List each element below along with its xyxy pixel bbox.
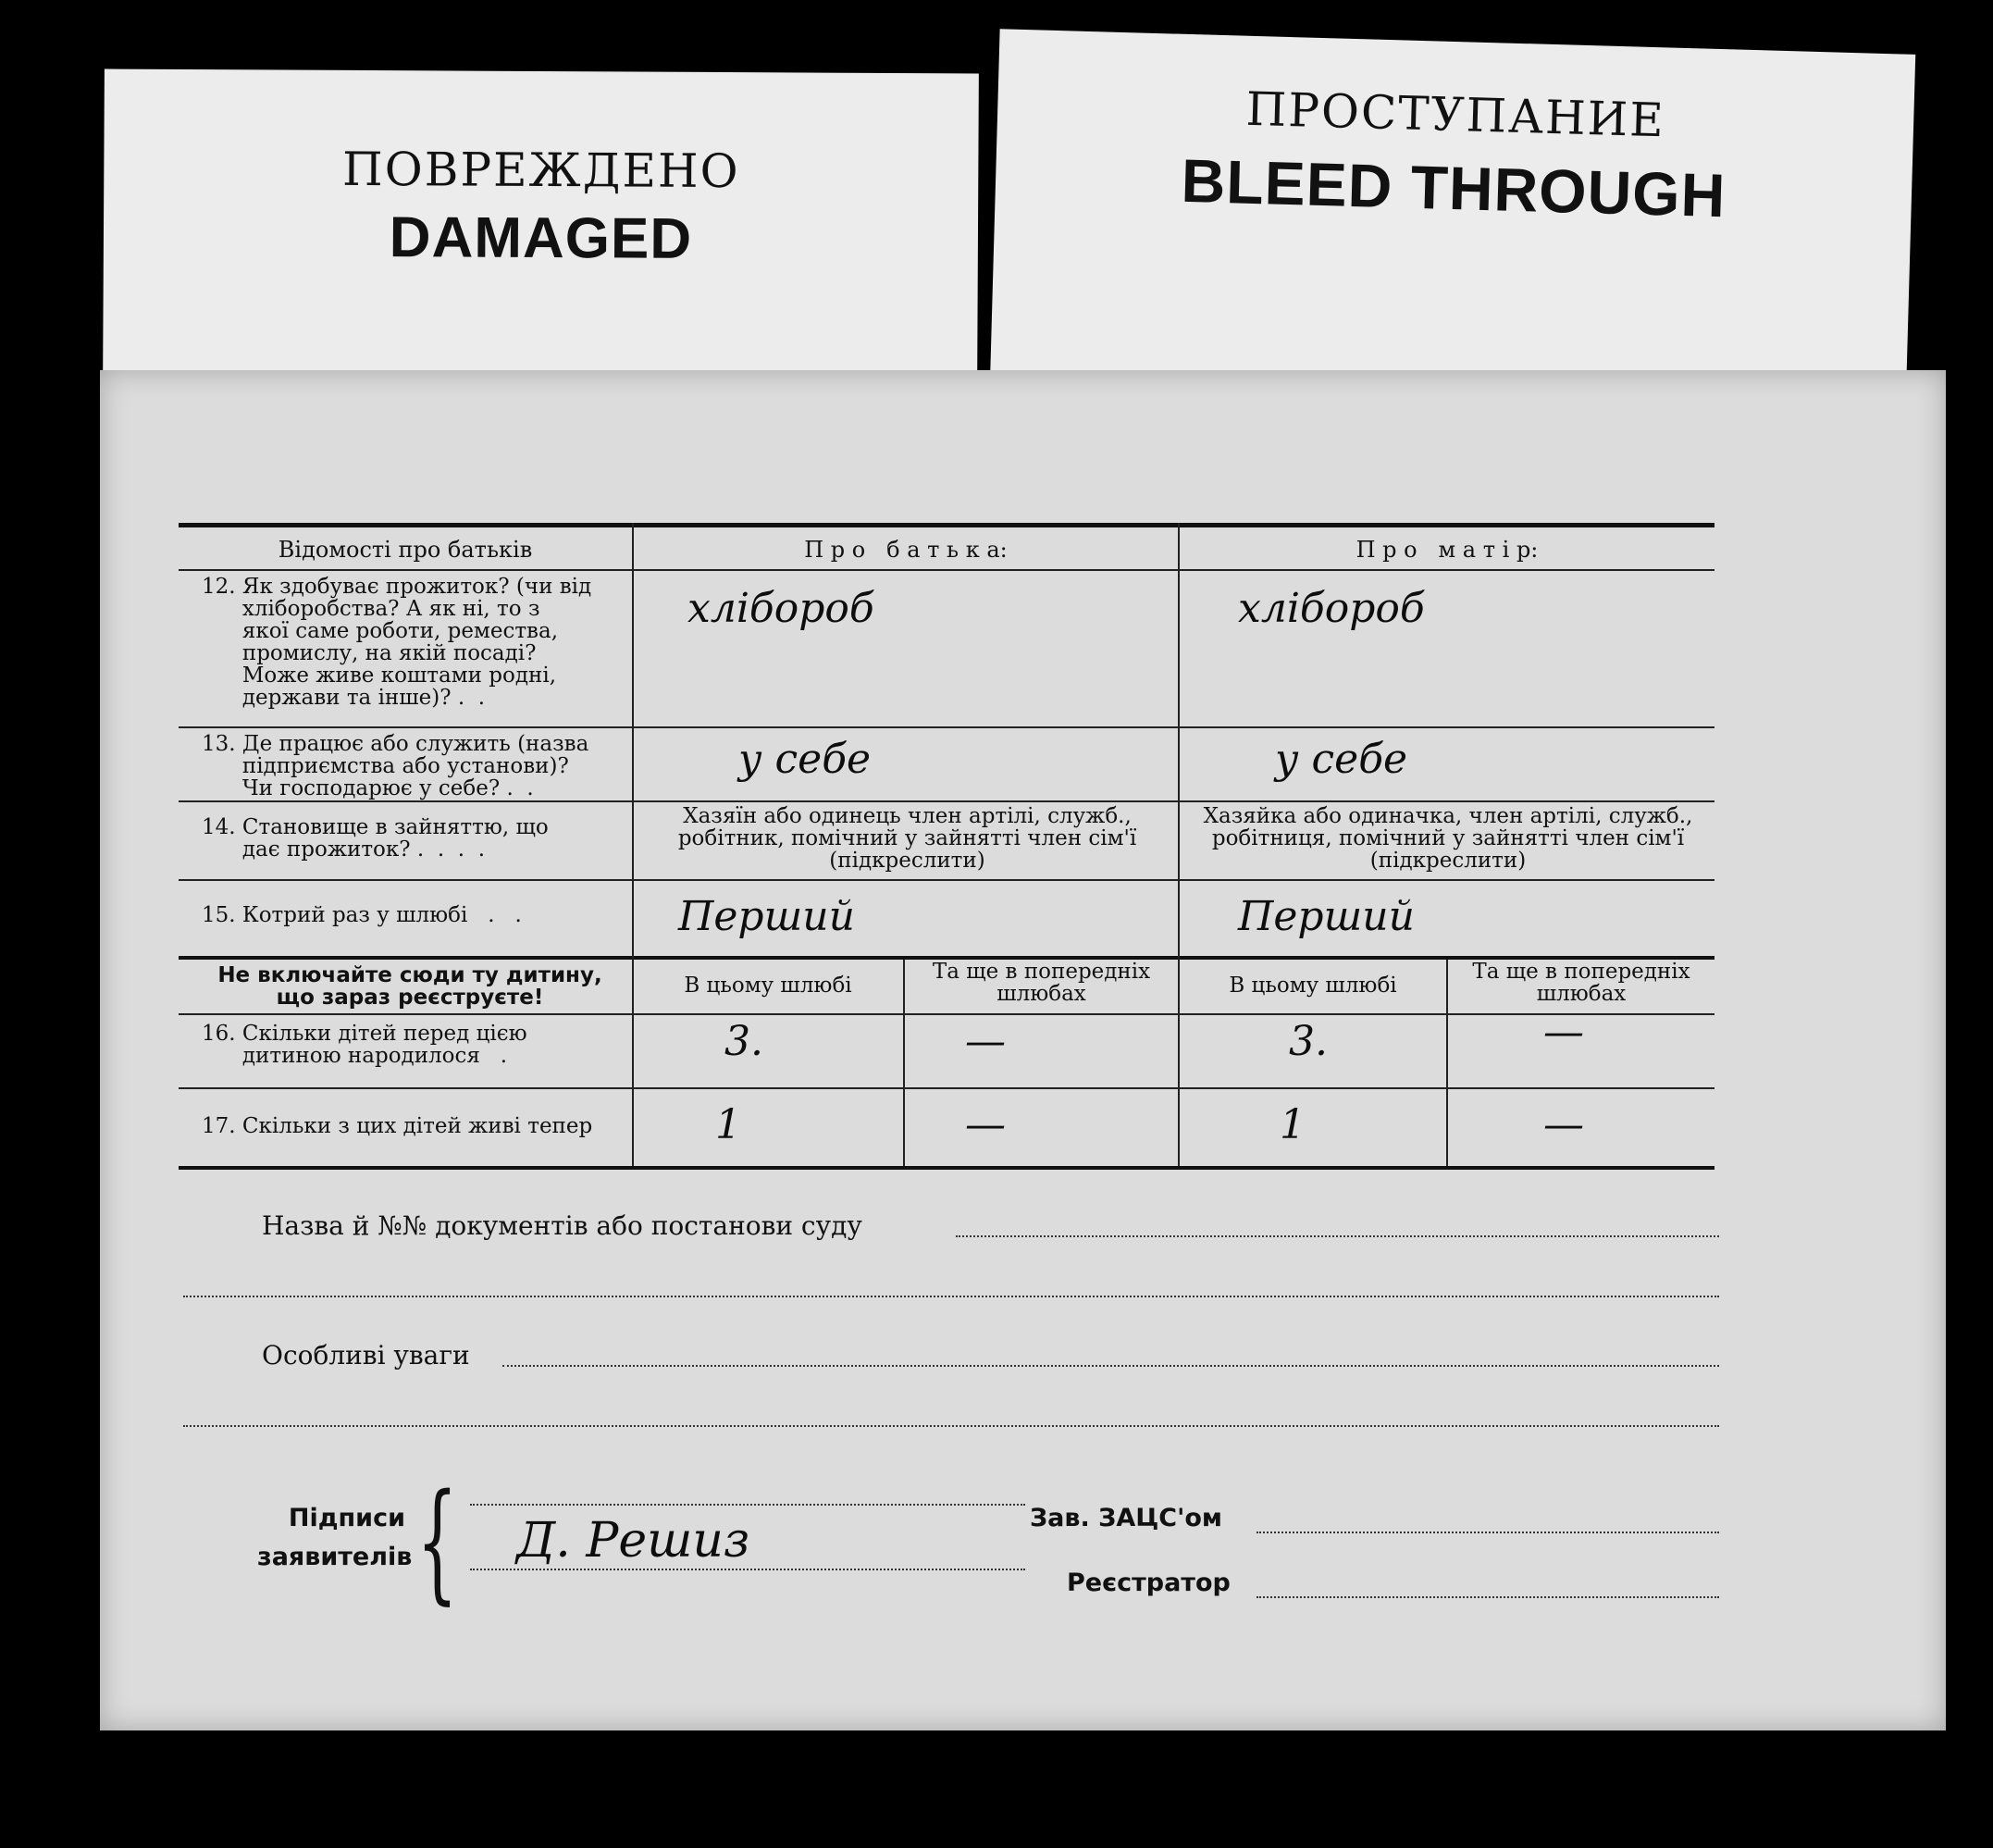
mother-previous-header: Та ще в попередніх шлюбах [1472,960,1690,1006]
row16-father-this: 3. [724,1018,763,1065]
row13-label: 13. Де працює або служить (назва підприємства або установи)? Чи господарює у себе? . . [202,732,589,800]
bleed-card-ru: ПРОСТУПАНИЕ [1244,81,1666,148]
row12-label: 12. Як здобуває прожиток? (чи від хліборобства? А як ні, то з якої саме роботи, ремества, промислу, на якій посаді? Може живе коштами родні, держави та інше)? . . [202,575,592,710]
row17-label: 17. Скільки з цих дітей живі тепер [202,1114,593,1138]
father-previous-header: Та ще в попередніх шлюбах [932,960,1151,1006]
row16-father-prev: — [965,1018,1006,1065]
col-divider-1 [632,523,634,1166]
row14-label: 14. Становище в зайняттю, що дає прожиток? . . . . [202,815,549,862]
head-of-registry-label: Зав. ЗАЦС'ом [1030,1504,1222,1532]
row14-father-options: Хазяїн або одинець член артілі, служб., робітник, помічний у зайнятті член сім'ї (підкреслити) [677,804,1137,873]
row16-label: 16. Скільки дітей перед цією дитиною народилося . [202,1022,527,1068]
documents-dotline-2 [183,1296,1719,1297]
row12-father-value: хлібороб [687,585,874,632]
row13-divider [179,800,1714,802]
row16-mother-prev: — [1543,1009,1584,1056]
bleed-through-card [990,29,1916,415]
row12-mother-value: хлібороб [1238,585,1425,632]
mother-this-marriage-header: В цьому шлюбі [1229,974,1397,998]
row15-father-value: Перший [678,893,855,940]
header-parents-info: Відомості про батьків [278,537,533,563]
row14-divider [179,879,1714,881]
father-this-marriage-header: В цьому шлюбі [684,974,852,998]
row15-mother-value: Перший [1238,893,1415,940]
notes-label: Особливі уваги [262,1340,470,1370]
row13-father-value: у себе [738,736,872,783]
registrar-label: Реєстратор [1067,1569,1231,1597]
header-mother: П р о м а т і р: [1355,537,1539,563]
applicant-dotline-1 [470,1504,1025,1506]
notes-dotline-1 [502,1365,1719,1367]
row16-divider [179,1087,1714,1089]
row16-mother-this: 3. [1289,1018,1328,1065]
damaged-card-ru: ПОВРЕЖДЕНО [341,142,740,199]
row15-label: 15. Котрий раз у шлюбі . . [202,903,522,927]
table-bottom-rule [179,1166,1714,1170]
damaged-card [103,69,979,389]
applicant-dotline-2 [470,1569,1025,1570]
col-divider-2 [1178,523,1180,1166]
children-header-divider [179,1013,1714,1015]
row14-mother-options: Хазяйка або одиначка, член артілі, служб., робітниця, помічний у зайнятті член сім'ї (підкреслити) [1203,804,1693,873]
registrar-dotline [1256,1596,1719,1598]
header-divider [179,569,1714,571]
row17-father-this: 1 [715,1101,741,1148]
notes-dotline-2 [183,1425,1719,1427]
signature-brace: { [416,1467,458,1618]
header-father: П р о б а т ь к а: [804,537,1008,563]
table-top-rule [179,523,1714,527]
registration-form-sheet [100,370,1946,1730]
children-note: Не включайте сюди ту дитину, що зараз реєструєте! [217,963,602,1010]
row13-mother-value: у себе [1275,736,1408,783]
damaged-card-en: DAMAGED [389,205,693,271]
bleed-card-en: BLEED THROUGH [1180,145,1727,230]
applicants-signatures-label: Підписи заявителів [257,1504,413,1571]
applicant-signature: Д. Решиз [516,1513,750,1569]
row17-father-prev: — [965,1101,1006,1148]
head-dotline [1256,1532,1719,1533]
documents-dotline-1 [956,1235,1719,1237]
row17-mother-this: 1 [1280,1101,1306,1148]
row17-mother-prev: — [1543,1101,1584,1148]
documents-label: Назва й №№ документів або постанови суду [262,1210,862,1241]
row12-divider [179,726,1714,728]
